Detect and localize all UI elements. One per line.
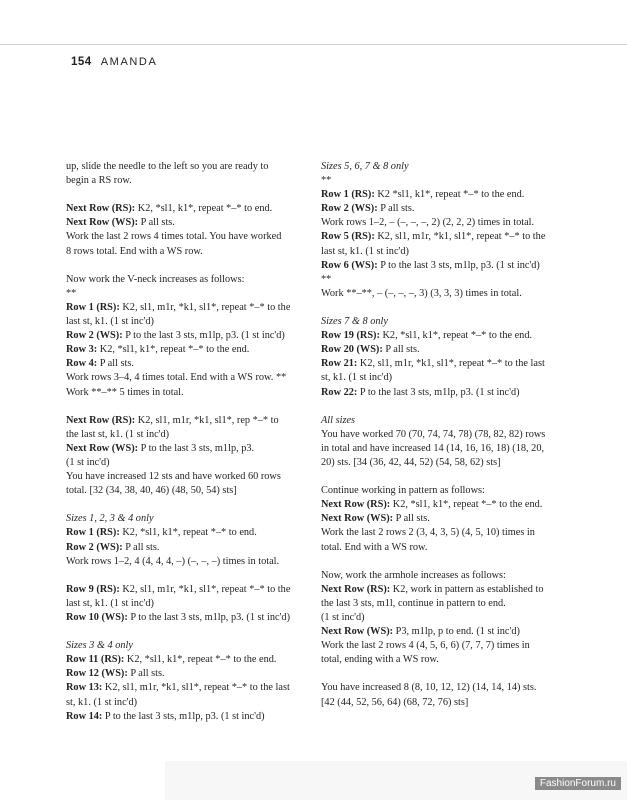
instruction-text: Now work the V-neck increases as follows: — [66, 273, 245, 285]
paragraph-gap — [321, 470, 545, 484]
text-line — [321, 681, 545, 695]
text-line — [66, 202, 290, 216]
text-line — [321, 230, 545, 244]
row-label: Row 10 (WS): — [66, 612, 128, 623]
text-line — [66, 357, 290, 371]
text-line — [66, 428, 290, 442]
instruction-text: K2, sl1, m1r, *k1, sl1*, repeat *–* to the — [374, 231, 546, 243]
text-line — [66, 371, 290, 385]
row-label: Next Row (WS): — [321, 513, 394, 525]
text-line — [321, 583, 545, 597]
instruction-text: ** — [321, 273, 332, 285]
instruction-text: begin a RS row. — [66, 175, 132, 187]
instruction-text: K2, sl1, m1r, *k1, sl1*, rep *–* to — [135, 414, 279, 426]
text-line — [66, 343, 290, 357]
text-line — [66, 484, 290, 498]
text-line — [66, 456, 290, 470]
instruction-text: Work rows 1–2, 4 (4, 4, 4, –) (–, –, –) times in total. — [66, 555, 280, 567]
row-label: Row 22: — [321, 386, 358, 398]
text-line — [321, 357, 545, 371]
paragraph-gap — [66, 569, 290, 583]
text-line — [321, 216, 545, 230]
paragraph-gap — [321, 667, 545, 681]
row-label: Row 9 (RS): — [66, 583, 120, 595]
text-line — [321, 160, 545, 174]
instruction-text: (1 st inc'd) — [66, 456, 110, 468]
instruction-text: K2, sl1, m1r, *k1, sl1*, repeat *–* to the last — [102, 682, 290, 694]
text-line — [321, 611, 545, 625]
instruction-text: K2, *sl1, k1*, repeat *–* to the end. — [124, 654, 277, 666]
text-line — [66, 667, 290, 681]
row-label: Row 5 (RS): — [321, 231, 375, 243]
size-heading: All sizes — [321, 414, 356, 426]
instruction-text: P all sts. — [138, 217, 175, 229]
text-line — [66, 681, 290, 695]
text-line — [66, 696, 290, 710]
text-line — [66, 583, 290, 597]
pattern-title: AMANDA — [100, 56, 158, 68]
size-heading: Sizes 7 & 8 only — [321, 316, 388, 328]
text-line — [321, 597, 545, 611]
text-line — [66, 174, 290, 188]
text-line — [321, 456, 545, 470]
instruction-text: the last 3 sts, m1l, continue in pattern to end. — [321, 597, 506, 609]
paragraph-gap — [66, 625, 290, 639]
instruction-text: P all sts. — [127, 668, 165, 680]
instruction-text: Work **–** 5 times in total. — [66, 386, 184, 398]
text-line — [66, 470, 290, 484]
instruction-text: P all sts. — [122, 541, 160, 553]
row-label: Row 2 (WS): — [66, 330, 123, 342]
instruction-text: ** — [66, 287, 77, 299]
text-line — [66, 230, 290, 244]
text-line — [66, 710, 290, 724]
instruction-text: total, ending with a WS row. — [321, 654, 439, 666]
instruction-text: Work the last 2 rows 2 (3, 4, 3, 5) (4, 5, 10) times in — [321, 527, 535, 539]
text-line — [66, 555, 290, 569]
instruction-text: last st, k1. (1 st inc'd) — [66, 316, 154, 328]
size-heading: Sizes 3 & 4 only — [66, 640, 133, 652]
text-line — [321, 287, 545, 301]
instruction-text: K2, *sl1, k1*, repeat *–* to end. — [135, 203, 273, 215]
row-label: Row 2 (WS): — [321, 203, 378, 215]
instruction-text: st, k1. (1 st inc'd) — [66, 696, 138, 708]
instruction-text: K2, *sl1, k1*, repeat *–* to the end. — [97, 344, 250, 356]
row-label: Row 19 (RS): — [321, 330, 380, 342]
text-line — [66, 287, 290, 301]
top-rule — [0, 44, 627, 45]
paragraph-gap — [321, 555, 545, 569]
text-line — [321, 273, 545, 287]
page-header — [71, 56, 157, 68]
paragraph-gap — [321, 301, 545, 315]
instruction-text: P all sts. — [382, 344, 420, 356]
text-line — [66, 597, 290, 611]
instruction-text: (1 st inc'd) — [321, 612, 365, 623]
row-label: Row 6 (WS): — [321, 259, 378, 271]
instruction-text: 20) sts. [34 (36, 42, 44, 52) (54, 58, 62) sts] — [321, 456, 501, 468]
instruction-text: Work the last 2 rows 4 (4, 5, 6, 6) (7, 7, 7) times in — [321, 640, 530, 652]
row-label: Row 20 (WS): — [321, 344, 383, 356]
row-label: Next Row (RS): — [66, 414, 136, 426]
page-number: 154 — [71, 56, 92, 68]
row-label: Row 14: — [66, 710, 103, 722]
instruction-text: the last st, k1. (1 st inc'd) — [66, 428, 170, 440]
text-line — [66, 315, 290, 329]
text-line — [321, 696, 545, 710]
text-line — [66, 442, 290, 456]
left-column — [66, 160, 290, 724]
instruction-text: in total and have increased 14 (14, 16, 16, 18) (18, 20, — [321, 442, 545, 454]
text-line — [66, 414, 290, 428]
instruction-text: K2, *sl1, k1*, repeat *–* to the end. — [390, 499, 543, 511]
text-line — [321, 315, 545, 329]
text-line — [321, 541, 545, 555]
instruction-text: P all sts. — [393, 513, 430, 525]
text-line — [66, 653, 290, 667]
instruction-text: last st, k1. (1 st inc'd) — [321, 245, 409, 257]
instruction-text: You have worked 70 (70, 74, 74, 78) (78, 82, 82) rows — [321, 428, 546, 440]
text-line — [321, 329, 545, 343]
row-label: Row 21: — [321, 358, 358, 370]
row-label: Next Row (RS): — [66, 203, 136, 215]
row-label: Next Row (WS): — [321, 626, 394, 638]
instruction-text: Work rows 3–4, 4 times total. End with a WS row. ** — [66, 372, 287, 384]
instruction-text: P to the last 3 sts, m1lp, p3. — [138, 442, 255, 454]
text-line — [321, 569, 545, 583]
text-line — [321, 371, 545, 385]
instruction-text: total. [32 (34, 38, 40, 46) (48, 50, 54) sts] — [66, 485, 237, 497]
row-label: Next Row (RS): — [321, 499, 391, 511]
right-column — [321, 160, 545, 710]
instruction-text: P to the last 3 sts, m1lp, p3. (1 st inc'd) — [102, 710, 265, 722]
text-line — [321, 245, 545, 259]
paragraph-gap — [66, 188, 290, 202]
paragraph-gap — [66, 259, 290, 273]
instruction-text: K2, sl1, m1r, *k1, sl1*, repeat *–* to the — [119, 301, 291, 313]
text-line — [66, 639, 290, 653]
paragraph-gap — [66, 498, 290, 512]
text-line — [66, 526, 290, 540]
text-line — [321, 202, 545, 216]
text-line — [66, 216, 290, 230]
text-line — [321, 174, 545, 188]
instruction-text: P to the last 3 sts, m1lp, p3. (1 st inc'd) — [377, 259, 540, 271]
instruction-text: st, k1. (1 st inc'd) — [321, 372, 393, 384]
paragraph-gap — [66, 400, 290, 414]
row-label: Row 11 (RS): — [66, 654, 125, 666]
text-line — [321, 343, 545, 357]
row-label: Next Row (RS): — [321, 583, 391, 595]
instruction-text: P all sts. — [97, 358, 134, 370]
size-heading: Sizes 5, 6, 7 & 8 only — [321, 161, 409, 172]
text-line — [321, 428, 545, 442]
instruction-text: P to the last 3 sts, m1lp, p3. (1 st inc'd) — [357, 386, 520, 398]
instruction-text: ** — [321, 175, 332, 187]
text-line — [321, 526, 545, 540]
instruction-text: [42 (44, 52, 56, 64) (68, 72, 76) sts] — [321, 696, 469, 708]
instruction-text: Work **–**, – (–, –, –, 3) (3, 3, 3) times in total. — [321, 287, 522, 299]
row-label: Row 1 (RS): — [66, 301, 120, 313]
instruction-text: last st, k1. (1 st inc'd) — [66, 597, 154, 609]
instruction-text: Continue working in pattern as follows: — [321, 485, 485, 497]
text-line — [321, 386, 545, 400]
text-line — [321, 512, 545, 526]
text-line — [66, 541, 290, 555]
instruction-text: total. End with a WS row. — [321, 541, 428, 553]
text-line — [66, 160, 290, 174]
text-line — [321, 414, 545, 428]
instruction-text: up, slide the needle to the left so you are ready to — [66, 161, 269, 172]
text-line — [321, 498, 545, 512]
row-label: Row 12 (WS): — [66, 668, 128, 680]
row-label: Row 1 (RS): — [321, 189, 375, 201]
row-label: Row 1 (RS): — [66, 527, 120, 539]
instruction-text: Work the last 2 rows 4 times total. You have worked — [66, 231, 282, 243]
instruction-text: P to the last 3 sts, m1lp, p3. (1 st inc'd) — [127, 612, 290, 623]
text-line — [321, 484, 545, 498]
instruction-text: You have increased 12 sts and have worked 60 rows — [66, 471, 281, 483]
paragraph-gap — [321, 400, 545, 414]
text-line — [321, 188, 545, 202]
text-line — [66, 611, 290, 625]
instruction-text: 8 rows total. End with a WS row. — [66, 245, 203, 257]
instruction-text: K2, sl1, m1r, *k1, sl1*, repeat *–* to the — [119, 583, 291, 595]
instruction-text: P3, m1lp, p to end. (1 st inc'd) — [393, 626, 520, 638]
instruction-text: P all sts. — [377, 203, 415, 215]
row-label: Row 3: — [66, 344, 98, 356]
watermark: FashionForum.ru — [535, 777, 621, 790]
instruction-text: K2, *sl1, k1*, repeat *–* to end. — [119, 527, 257, 539]
row-label: Row 4: — [66, 358, 98, 370]
text-line — [66, 273, 290, 287]
instruction-text: K2, *sl1, k1*, repeat *–* to the end. — [379, 330, 533, 342]
row-label: Row 13: — [66, 682, 103, 694]
size-heading: Sizes 1, 2, 3 & 4 only — [66, 513, 154, 525]
instruction-text: Work rows 1–2, – (–, –, –, 2) (2, 2, 2) times in total. — [321, 217, 535, 229]
text-line — [321, 259, 545, 273]
instruction-text: P to the last 3 sts, m1lp, p3. (1 st inc'd) — [122, 330, 285, 342]
row-label: Row 2 (WS): — [66, 541, 123, 553]
instruction-text: Now, work the armhole increases as follows: — [321, 569, 506, 581]
instruction-text: K2 *sl1, k1*, repeat *–* to the end. — [374, 189, 525, 201]
text-line — [66, 386, 290, 400]
text-line — [321, 639, 545, 653]
text-line — [66, 512, 290, 526]
text-line — [66, 301, 290, 315]
instruction-text: K2, sl1, m1r, *k1, sl1*, repeat *–* to the last — [357, 358, 545, 370]
instruction-text: K2, work in pattern as established to — [390, 583, 544, 595]
text-line — [66, 245, 290, 259]
text-line — [321, 625, 545, 639]
row-label: Next Row (WS): — [66, 217, 139, 229]
text-line — [321, 442, 545, 456]
text-line — [66, 329, 290, 343]
text-line — [321, 653, 545, 667]
row-label: Next Row (WS): — [66, 442, 139, 454]
instruction-text: You have increased 8 (8, 10, 12, 12) (14, 14, 14) sts. — [321, 682, 537, 694]
